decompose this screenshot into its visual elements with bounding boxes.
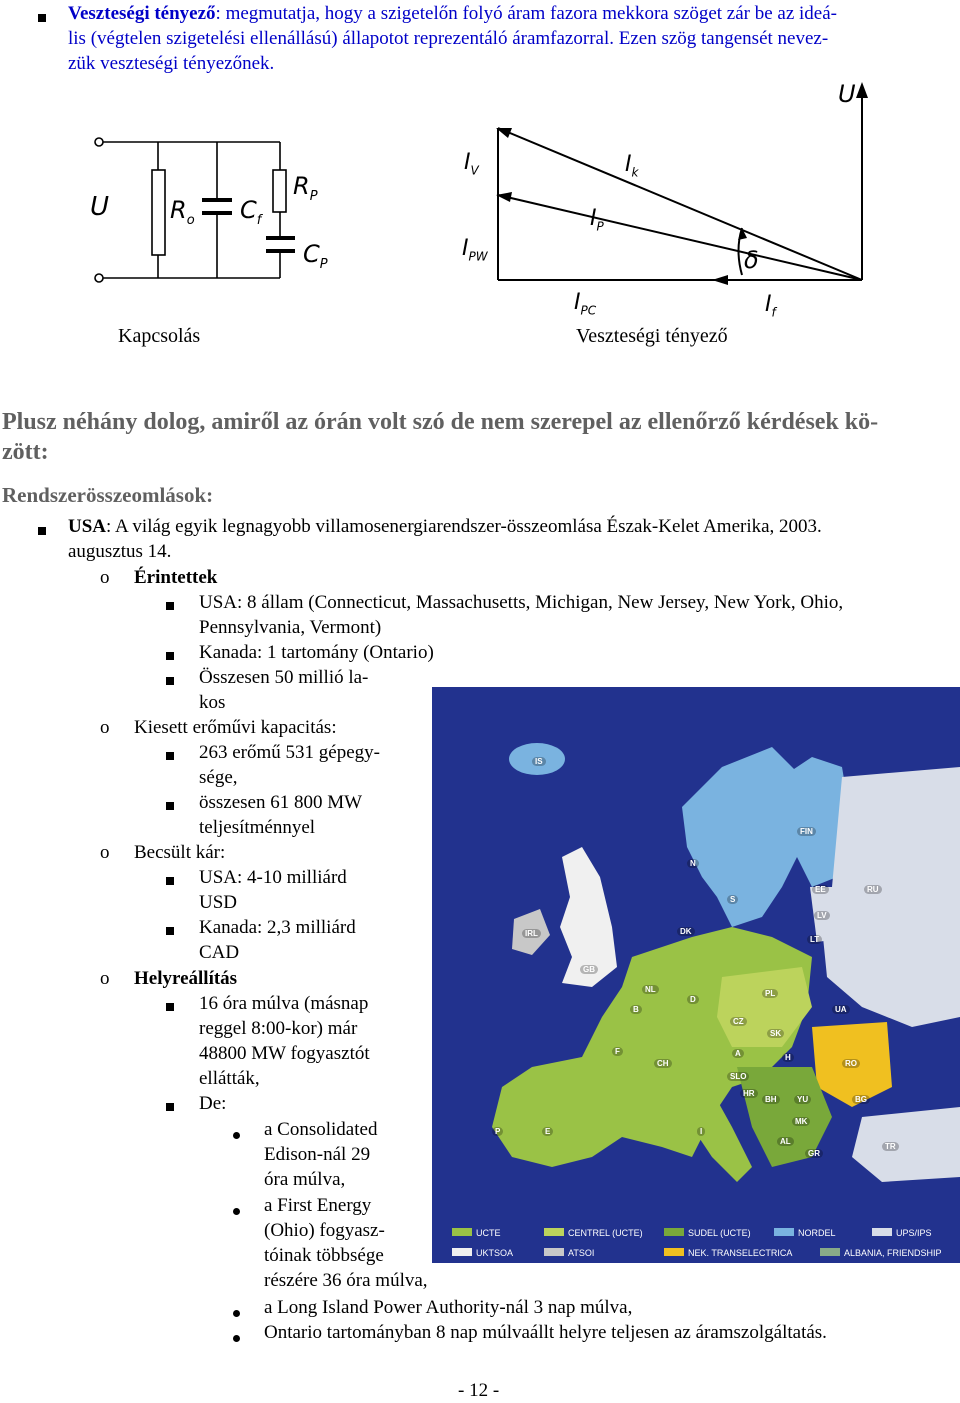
bullet-square-icon [166, 597, 174, 615]
legend-sudel: SUDEL (UCTE) [688, 1228, 751, 1238]
circuit-ro-label: $R_o$ [170, 196, 195, 228]
country-label-d: D [687, 995, 699, 1004]
affected-item-3: Összesen 50 millió la- kos [199, 667, 369, 713]
subheading-blackouts: Rendszerösszeomlások: [2, 483, 214, 507]
circle-bullet: o [100, 567, 110, 588]
country-label-pl: PL [762, 989, 778, 998]
phasor-delta-label: δ [744, 246, 759, 274]
capacity-item-1: 263 erőmű 531 gépegy- sége, [199, 742, 380, 788]
bullet-square-icon [166, 998, 174, 1016]
country-label-dk: DK [677, 927, 695, 936]
country-label-s: S [727, 895, 738, 904]
restore-bullet-1: a Consolidated Edison-nál 29 óra múlva, [264, 1119, 378, 1190]
p1-line1: : megmutatja, hogy a szigetelőn folyó áram fazora mekkora szöget zár be az ideá- [215, 3, 837, 24]
bullet-square-icon [166, 647, 174, 665]
circle-bullet: o [100, 717, 110, 738]
country-label-tr: TR [882, 1142, 899, 1151]
restore-item-1: 16 óra múlva (másnap reggel 8:00-kor) már 48800 MW fogyasztót ellátták, [199, 993, 370, 1089]
country-label-p: P [492, 1127, 503, 1136]
legend-ups: UPS/IPS [896, 1228, 932, 1238]
restore-title: Helyreállítás [134, 968, 238, 989]
bullet-dot-icon [233, 1126, 240, 1144]
circuit-u-label: U [90, 192, 110, 222]
heading-line2: zött: [2, 439, 49, 465]
bullet-square-icon [166, 797, 174, 815]
country-label-cz: CZ [730, 1017, 747, 1026]
map-legend [432, 1217, 960, 1276]
country-label-h: H [782, 1053, 794, 1062]
bullet-square-icon [166, 747, 174, 765]
restore-bullet-3: a Long Island Power Authority-nál 3 nap múlva, [264, 1297, 633, 1318]
country-label-hr: HR [740, 1089, 758, 1098]
country-label-sk: SK [767, 1029, 784, 1038]
europe-grid-map [432, 687, 960, 1276]
p1-line2: lis (végtelen szigetelési ellenállású) állapotot reprezentáló áramfazorral. Ezen szög tangensét nevez- [68, 28, 829, 49]
bullet-square-icon [166, 872, 174, 890]
country-label-ee: EE [812, 885, 829, 894]
loss-factor-term: Veszteségi tényező [68, 3, 216, 24]
europe-map-shapes [432, 687, 960, 1263]
circle-bullet: o [100, 968, 110, 989]
country-label-mk: MK [792, 1117, 810, 1126]
country-label-fin: FIN [797, 827, 816, 836]
phasor-if-label: $I_f$ [765, 292, 776, 320]
usa-line1: : A világ egyik legnagyobb villamosenergiarendszer-összeomlása Észak-Kelet Amerika, 2003. [106, 516, 822, 537]
country-label-bg: BG [852, 1095, 870, 1104]
country-label-gb: GB [580, 965, 598, 974]
phasor-ik-label: $I_k$ [625, 152, 639, 180]
loss-factor-paragraph [68, 1, 948, 76]
country-label-ru: RU [864, 885, 882, 894]
legend-nek: NEK. TRANSELECTRICA [688, 1248, 793, 1258]
country-label-ua: UA [832, 1005, 850, 1014]
usa-label: USA [68, 516, 107, 537]
legend-uktsoa: UKTSOA [476, 1248, 514, 1258]
capacity-item-2: összesen 61 800 MW teljesítménnyel [199, 792, 363, 838]
damage-item-1: USA: 4-10 milliárd USD [199, 867, 347, 913]
country-label-lv: LV [814, 911, 830, 920]
section-heading [2, 407, 952, 467]
country-label-gr: GR [805, 1149, 823, 1158]
legend-ucte: UCTE [476, 1228, 501, 1238]
country-label-e: E [542, 1127, 553, 1136]
circle-bullet: o [100, 842, 110, 863]
country-label-i: I [697, 1127, 705, 1136]
p1-line3: zük veszteségi tényezőnek. [68, 53, 275, 74]
bullet-dot-icon [233, 1329, 240, 1347]
country-label-n: N [687, 859, 699, 868]
bullet-square-icon [166, 672, 174, 690]
heading-line1: Plusz néhány dolog, amiről az órán volt szó de nem szerepel az ellenőrző kérdések kö- [2, 409, 879, 435]
phasor-iv-label: $I_V$ [464, 150, 479, 178]
affected-title: Érintettek [134, 567, 218, 588]
bullet-square-icon [38, 522, 46, 540]
circuit-cp-label: $C_P$ [303, 240, 328, 272]
country-label-ro: RO [842, 1059, 860, 1068]
restore-bullet-2: a First Energy (Ohio) fogyasz- tóinak többsége részére 36 óra múlva, [264, 1195, 428, 1291]
bullet-square-icon [38, 4, 46, 29]
country-label-b: B [630, 1005, 642, 1014]
country-label-bh: BH [762, 1095, 780, 1104]
phasor-ipc-label: $I_{PC}$ [574, 290, 597, 318]
damage-item-2: Kanada: 2,3 milliárd CAD [199, 917, 356, 963]
legend-nordel: NORDEL [798, 1228, 836, 1238]
usa-paragraph [68, 514, 953, 564]
country-label-f: F [612, 1047, 623, 1056]
phasor-u-label: U [838, 80, 856, 108]
country-label-nl: NL [642, 985, 659, 994]
phasor-diagram [480, 80, 880, 310]
bullet-square-icon [166, 922, 174, 940]
phasor-ipw-label: $I_{PW}$ [462, 236, 488, 264]
phasor-ip-label: $I_P$ [590, 206, 604, 234]
country-label-slo: SLO [727, 1072, 749, 1081]
country-label-irl: IRL [522, 929, 541, 938]
bullet-dot-icon [233, 1202, 240, 1220]
legend-centrel: CENTREL (UCTE) [568, 1228, 643, 1238]
phasor-caption: Veszteségi tényező [576, 325, 728, 347]
page-number: - 12 - [458, 1380, 500, 1401]
country-label-yu: YU [794, 1095, 811, 1104]
country-label-ch: CH [654, 1059, 672, 1068]
circuit-rp-label: $R_P$ [293, 172, 318, 204]
legend-albania: ALBANIA, FRIENDSHIP CES [820, 1248, 942, 1276]
circuit-cf-label: $C_f$ [240, 196, 262, 228]
affected-item-1: USA: 8 állam (Connecticut, Massachusetts, Michigan, New Jersey, New York, Ohio, Pennsylvania, Vermont) [199, 592, 844, 638]
restore-item-2: De: [199, 1093, 227, 1114]
usa-line2: augusztus 14. [68, 541, 172, 562]
capacity-title: Kiesett erőművi kapacitás: [134, 717, 337, 738]
bullet-dot-icon [233, 1304, 240, 1322]
country-label-lt: LT [807, 935, 822, 944]
damage-title: Becsült kár: [134, 842, 226, 863]
bullet-square-icon [166, 1098, 174, 1116]
country-label-is: IS [532, 757, 546, 766]
country-label-al: AL [777, 1137, 794, 1146]
restore-bullet-4: Ontario tartományban 8 nap múlvaállt helyre teljesen az áramszolgáltatás. [264, 1322, 827, 1343]
country-label-a: A [732, 1049, 744, 1058]
affected-item-2: Kanada: 1 tartomány (Ontario) [199, 642, 434, 663]
circuit-caption: Kapcsolás [118, 325, 201, 347]
legend-atsoi: ATSOI [568, 1248, 595, 1258]
